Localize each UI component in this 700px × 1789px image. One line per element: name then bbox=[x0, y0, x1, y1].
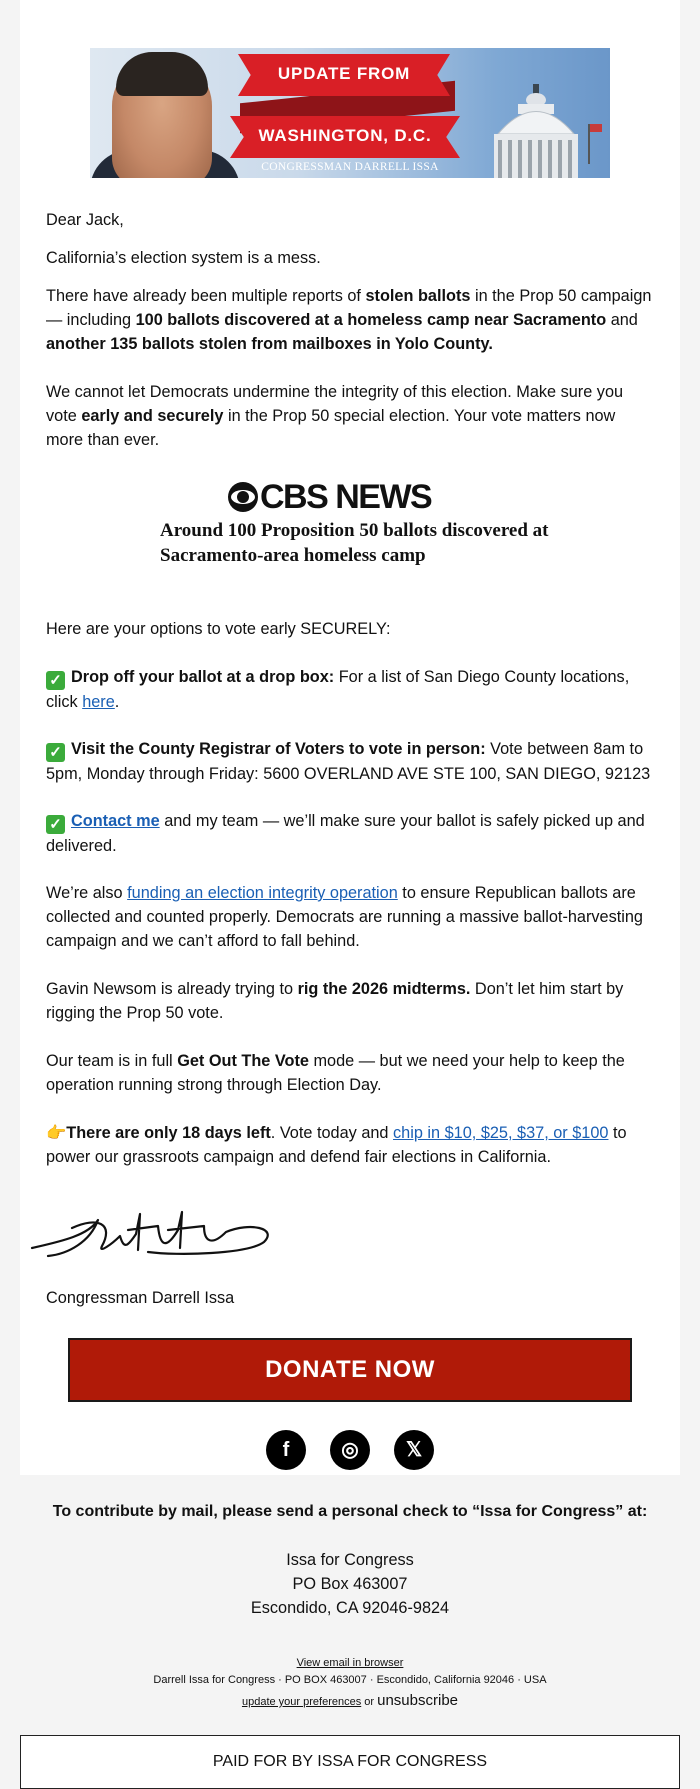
drop-box-locations-link[interactable]: here bbox=[82, 693, 115, 711]
mail-address-line1: Issa for Congress bbox=[286, 1551, 414, 1569]
option-contact: ✓ Contact me and my team — we’ll make sure your ballot is safely picked up and delivered. bbox=[46, 812, 645, 855]
facebook-icon[interactable]: f bbox=[266, 1430, 306, 1470]
banner-line2: WASHINGTON, D.C. bbox=[258, 126, 432, 145]
pointing-hand-icon: 👉 bbox=[46, 1124, 67, 1142]
footer-preferences: update your preferences or unsubscribe bbox=[241, 1692, 459, 1709]
chip-in-link[interactable]: chip in $10, $25, $37, or $100 bbox=[393, 1124, 609, 1142]
greeting: Dear Jack, bbox=[46, 211, 124, 229]
cbs-headline: Around 100 Proposition 50 ballots discovered at Sacramento-area homeless camp bbox=[160, 520, 549, 566]
cbs-news-logo: CBS NEWS bbox=[228, 480, 431, 514]
instagram-icon[interactable]: ◎ bbox=[330, 1430, 370, 1470]
footer-address: Darrell Issa for Congress · PO BOX 463007 · Escondido, California 92046 · USA bbox=[153, 1674, 547, 1686]
capitol-dome-icon bbox=[468, 84, 608, 178]
paragraph-integrity-operation: We’re also funding an election integrity operation to ensure Republican ballots are collected and counted properly. Democrats are running a massive ballot-harvesting campaign and we can’t afford to fall behind. bbox=[46, 884, 643, 950]
check-icon: ✓ bbox=[46, 815, 65, 834]
banner-line1: UPDATE FROM bbox=[277, 64, 411, 83]
signature-image bbox=[28, 1206, 278, 1266]
option-drop-box: ✓ Drop off your ballot at a drop box: For a list of San Diego County locations, click here. bbox=[46, 668, 630, 711]
paragraph-days-left: 👉There are only 18 days left. Vote today and chip in $10, $25, $37, or $100 to power our grassroots campaign and defend fair elections in California. bbox=[46, 1124, 627, 1166]
paragraph-gotv: Our team is in full Get Out The Vote mode — but we need your help to keep the operation running strong through Election Day. bbox=[46, 1052, 625, 1094]
option-in-person: ✓ Visit the County Registrar of Voters to vote in person: Vote between 8am to 5pm, Monday through Friday: 5600 OVERLAND AVE STE 100, SAN DIEGO, 92123 bbox=[46, 740, 651, 783]
paragraph-mess: California’s election system is a mess. bbox=[46, 249, 321, 267]
paragraph-newsom: Gavin Newsom is already trying to rig the 2026 midterms. Don’t let him start by rigging the Prop 50 vote. bbox=[46, 980, 624, 1022]
view-in-browser-link[interactable]: View email in browser bbox=[296, 1657, 404, 1669]
footer-view-browser bbox=[20, 1657, 680, 1669]
check-icon: ✓ bbox=[46, 671, 65, 690]
paragraph-vote-early: We cannot let Democrats undermine the integrity of this election. Make sure you vote early and securely in the Prop 50 special election. Your vote matters now more than ever. bbox=[46, 383, 624, 449]
unsubscribe-link[interactable]: unsubscribe bbox=[377, 1692, 459, 1709]
update-preferences-link[interactable]: update your preferences bbox=[241, 1696, 362, 1708]
paid-for-disclaimer: PAID FOR BY ISSA FOR CONGRESS bbox=[20, 1735, 680, 1789]
mail-address-line2: PO Box 463007 bbox=[292, 1575, 408, 1593]
signoff-name: Congressman Darrell Issa bbox=[46, 1289, 235, 1307]
election-integrity-link[interactable]: funding an election integrity operation bbox=[127, 884, 398, 902]
x-icon[interactable]: 𝕏 bbox=[394, 1430, 434, 1470]
cbs-eye-icon bbox=[228, 482, 258, 512]
header-banner bbox=[90, 48, 610, 178]
check-icon: ✓ bbox=[46, 743, 65, 762]
options-intro: Here are your options to vote early SECURELY: bbox=[46, 620, 391, 638]
mail-heading: To contribute by mail, please send a personal check to “Issa for Congress” at: bbox=[52, 1503, 648, 1520]
donate-now-button[interactable]: DONATE NOW bbox=[68, 1338, 632, 1402]
paragraph-stolen-ballots: There have already been multiple reports of stolen ballots in the Prop 50 campaign — including 100 ballots discovered at a homeless camp near Sacramento and another 135 ballots stolen from mailboxes in Yolo County. bbox=[46, 287, 652, 353]
contact-me-link[interactable]: Contact me bbox=[71, 812, 160, 830]
mail-address-line3: Escondido, CA 92046-9824 bbox=[250, 1599, 450, 1617]
banner-line3: CONGRESSMAN DARRELL ISSA bbox=[261, 161, 439, 173]
